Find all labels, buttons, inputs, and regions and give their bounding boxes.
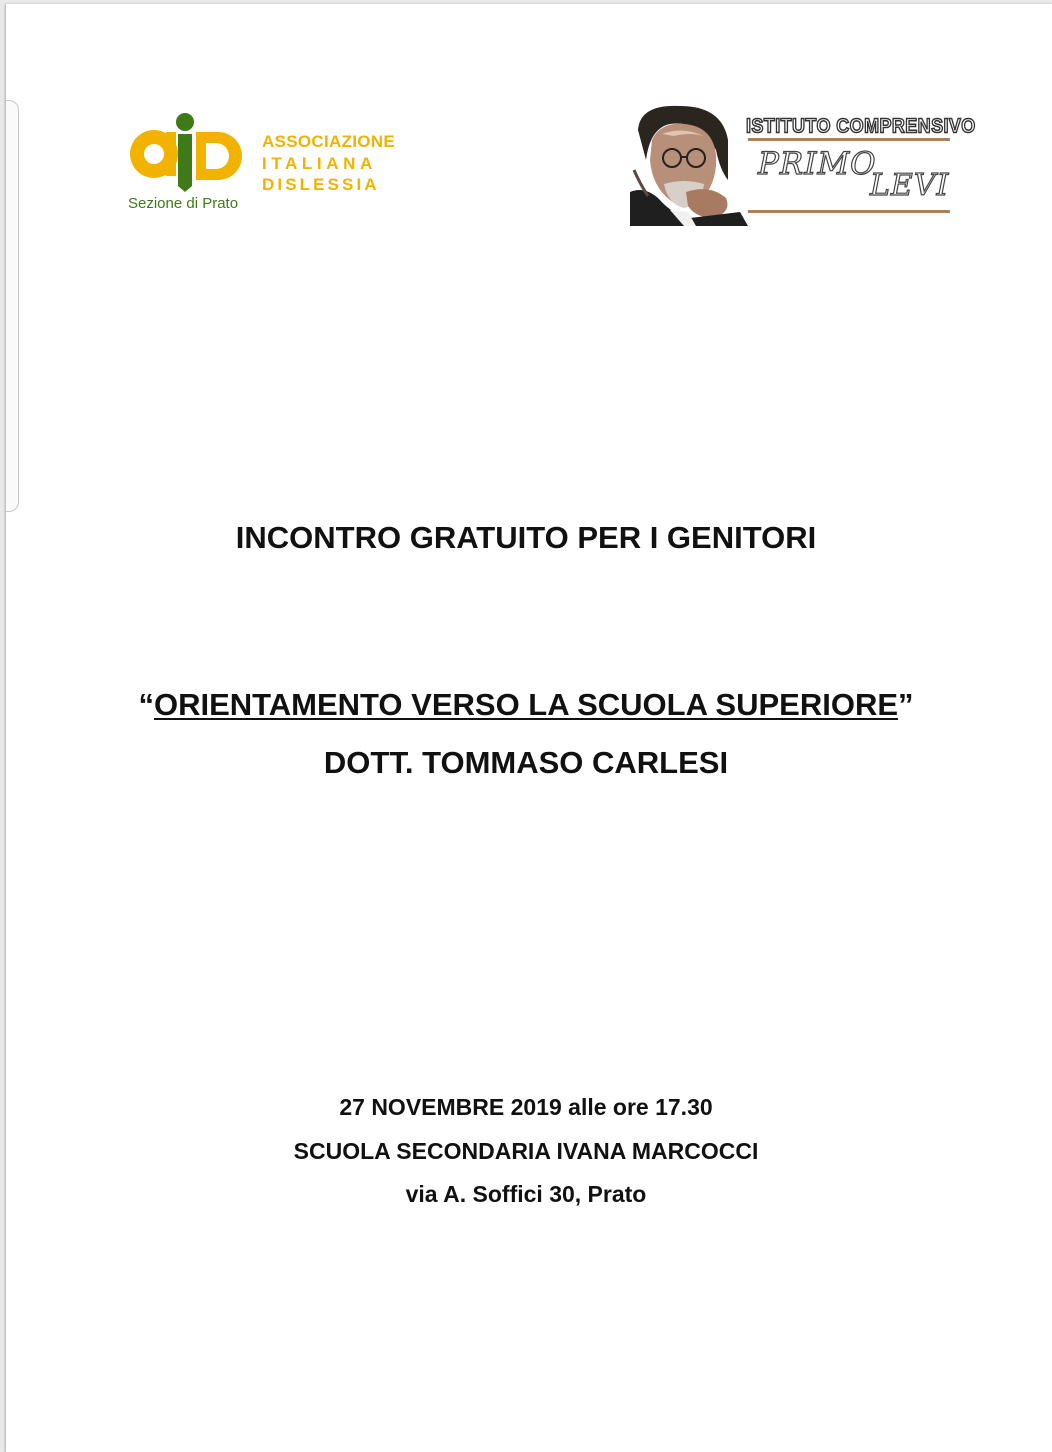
school-logo-top-rule — [748, 138, 950, 141]
aid-logo — [126, 110, 426, 220]
event-date-time: 27 NOVEMBRE 2019 alle ore 17.30 — [339, 1094, 713, 1120]
portrait-image — [630, 100, 748, 226]
aid-word-italiana: ITALIANA — [262, 154, 377, 173]
school-logo-institute: ISTITUTO COMPRENSIVO — [746, 114, 976, 137]
open-quote: “ — [138, 687, 154, 722]
event-heading: INCONTRO GRATUITO PER I GENITORI — [235, 520, 817, 555]
school-logo — [630, 100, 976, 230]
aid-word-associazione: ASSOCIAZIONE — [262, 132, 396, 151]
school-logo-bottom-rule — [748, 210, 950, 213]
talk-title-text: ORIENTAMENTO VERSO LA SCUOLA SUPERIORE — [153, 687, 899, 722]
aid-section-label: Sezione di Prato — [128, 195, 239, 212]
speaker-name: DOTT. TOMMASO CARLESI — [323, 745, 729, 780]
event-address: via A. Soffici 30, Prato — [405, 1181, 647, 1207]
aid-word-dislessia: DISLESSIA — [262, 175, 380, 194]
talk-title — [0, 687, 1052, 723]
event-venue: SCUOLA SECONDARIA IVANA MARCOCCI — [293, 1138, 759, 1164]
document-page — [6, 4, 1052, 1452]
aid-logo-mark — [126, 110, 256, 192]
close-quote: ” — [898, 687, 914, 722]
school-logo-name-levi: LEVI — [870, 168, 950, 203]
school-logo-name-primo: PRIMO — [758, 146, 877, 182]
scroll-handle[interactable] — [6, 100, 19, 512]
